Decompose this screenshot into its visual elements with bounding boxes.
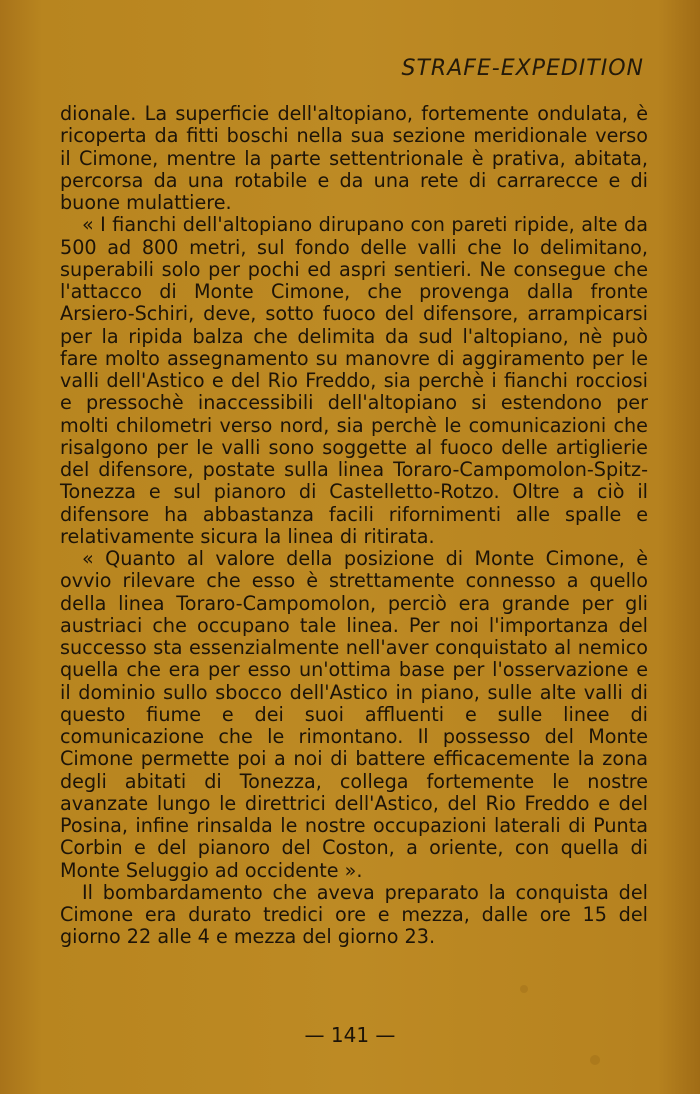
body-text xyxy=(60,103,648,949)
paper-stain xyxy=(520,985,528,993)
paragraph-4: Il bombardamento che aveva preparato la conquista del Cimone era durato tredici ore e mezza, dalle ore 15 del giorno 22 alle 4 e mezza del giorno 23. xyxy=(60,880,648,949)
page-number: — 141 — xyxy=(304,1023,396,1047)
paragraph-2: « I fianchi dell'altopiano dirupano con pareti ripide, alte da 500 ad 800 metri, sul fondo delle valli che lo delimitano, superabili solo per pochi ed aspri sentieri. Ne consegue che l'attacco di Monte Cimone, che provenga dalla fronte Arsiero-Schiri, deve, sotto fuoco del difensore, arrampicarsi per la ripida balza che delimita da sud l'altopiano, nè può fare molto assegnamento su manovre di aggiramento per le valli dell'Astico e del Rio Freddo, sia perchè i fianchi rocciosi e pressochè inaccessibili dell'altopiano si estendono per molti chilometri verso nord, sia perchè le comunicazioni che risalgono per le valli sono soggette al fuoco delle artiglierie del difensore, postate sulla linea Toraro-Campomolon-Spitz-Tonezza e sul pianoro di Castelletto-Rotzo. Oltre a ciò il difensore ha abbastanza facili rifornimenti alle spalle e relativamente sicura la linea di ritirata. xyxy=(60,213,648,548)
paragraph-1: dionale. La superficie dell'altopiano, fortemente ondulata, è ricoperta da fitti boschi nella sua sezione meridionale verso il Cimone, mentre la parte settentrionale è prativa, abitata, percorsa da una rotabile e da una rete di carrarecce e di buone mulattiere. xyxy=(60,102,648,214)
paragraph-3: « Quanto al valore della posizione di Monte Cimone, è ovvio rilevare che esso è strettamente connesso a quello della linea Toraro-Campomolon, perciò era grande per gli austriaci che occupano tale linea. Per noi l'importanza del successo sta essenzialmente nell'aver conquistato al nemico quella che era per esso un'ottima base per l'osservazione e il dominio sullo sbocco dell'Astico in piano, sulle alte valli di questo fiume e dei suoi affluenti e sulle linee di comunicazione che le rimontano. Il possesso del Monte Cimone permette poi a noi di battere efficacemente la zona degli abitati di Tonezza, collega fortemente le nostre avanzate lungo le direttrici dell'Astico, del Rio Freddo e del Posina, infine rinsalda le nostre occupazioni laterali di Punta Corbin e del pianoro del Coston, a oriente, con quella di Monte Seluggio ad occidente ». xyxy=(60,547,648,882)
paper-stain xyxy=(590,1055,600,1065)
running-head: STRAFE-EXPEDITION xyxy=(401,56,644,81)
